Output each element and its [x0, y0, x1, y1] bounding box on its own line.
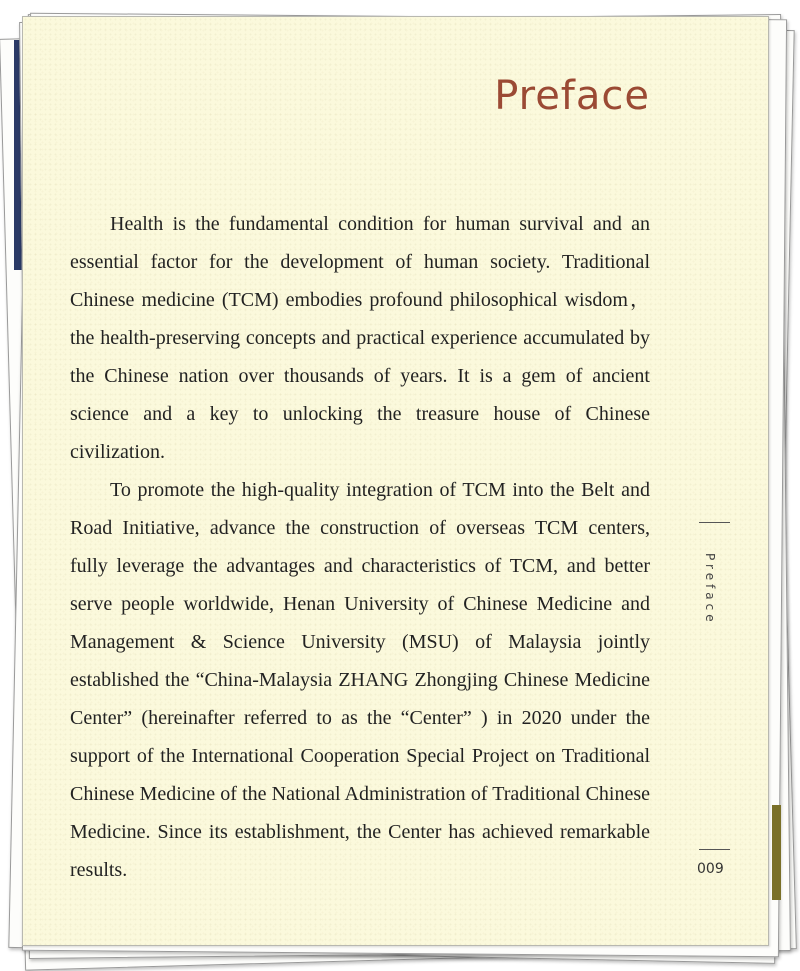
running-header-label: Preface [703, 553, 717, 626]
document-page [22, 16, 769, 946]
side-rule-top [699, 522, 730, 523]
body-text [70, 205, 650, 889]
page-title: Preface [494, 73, 650, 119]
olive-edge-strip [772, 805, 781, 900]
side-rule-bottom [699, 849, 730, 850]
page-number: 009 [697, 861, 724, 877]
paragraph-2: To promote the high-quality integration of TCM into the Belt and Road Initiative, advance the construction of overseas TCM centers, fully leverage the advantages and characteristics of TCM, and better serve people worldwide, Henan University of Chinese Medicine and Management & Science University (MSU) of Malaysia jointly established the “China-Malaysia ZHANG Zhongjing Chinese Medicine Center” (hereinafter referred to as the “Center” ) in 2020 under the support of the International Cooperation Special Project on Traditional Chinese Medicine of the National Administration of Traditional Chinese Medicine. Since its establishment, the Center has achieved remarkable results. [70, 479, 650, 881]
paragraph-1: Health is the fundamental condition for human survival and an essential factor for the development of human society. Traditional Chinese medicine (TCM) embodies profound philosophical wisdom，the health-preserving concepts and practical experience accumulated by the Chinese nation over thousands of years. It is a gem of ancient science and a key to unlocking the treasure house of Chinese civilization. [70, 213, 650, 463]
